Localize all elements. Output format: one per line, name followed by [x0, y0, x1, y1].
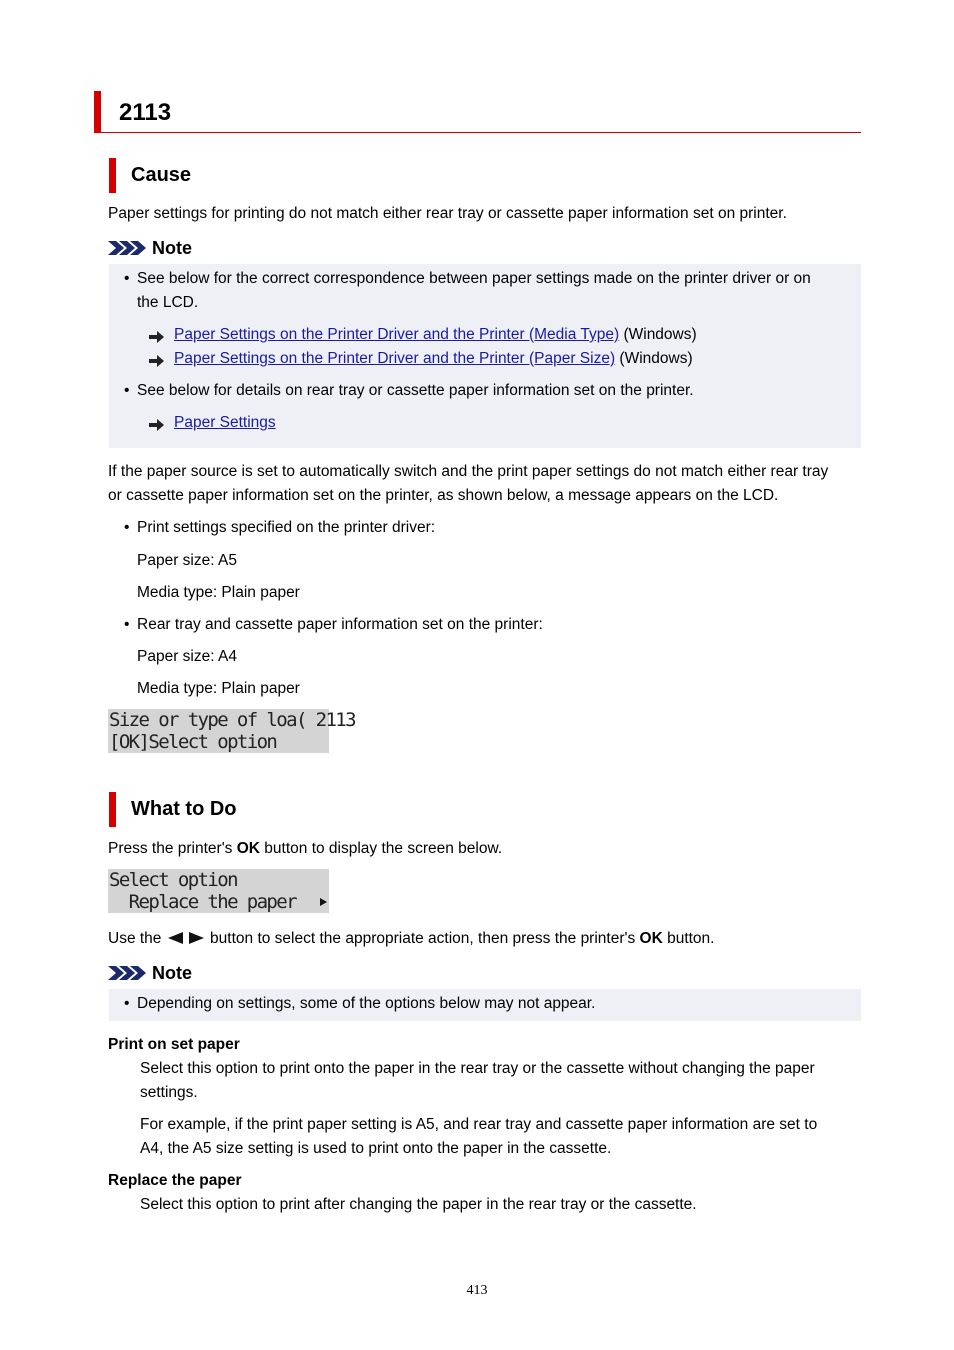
- link-arrow-icon: [149, 330, 165, 348]
- link-paper-size-suffix: (Windows): [619, 350, 693, 367]
- bullet-dot: •: [124, 519, 130, 536]
- page-number: 413: [466, 1283, 488, 1298]
- driver-media-type: Media type: Plain paper: [137, 584, 300, 601]
- note-arrows-icon: [108, 964, 148, 982]
- note-box: [109, 989, 861, 1021]
- title-accent-bar: [94, 91, 101, 133]
- note-arrows-icon: [108, 239, 148, 257]
- note-bullet-1-line-1: See below for the correct correspondence between paper settings made on the printer driver or on: [137, 270, 811, 287]
- cause-accent-bar: [109, 158, 116, 193]
- press-ok-text: Press the printer's OK button to display the screen below.: [108, 840, 503, 857]
- bullet-dot: •: [124, 616, 130, 633]
- what-to-do-accent-bar: [109, 792, 116, 827]
- option-replace-the-paper-term: Replace the paper: [108, 1172, 242, 1189]
- lcd-line-1: Size or type of loa( 2113: [109, 709, 355, 731]
- option-print-on-set-paper-term: Print on set paper: [108, 1036, 240, 1053]
- cause-heading: Cause: [131, 164, 192, 186]
- bullet-dot: •: [124, 382, 130, 399]
- link-media-type-row: [174, 325, 697, 345]
- link-paper-settings-row: [174, 413, 276, 433]
- option-1-desc-line-1: Select this option to print onto the paper in the rear tray or the cassette without changing the paper: [140, 1060, 815, 1077]
- option-2-desc: Select this option to print after changing the paper in the rear tray or the cassette.: [140, 1196, 697, 1213]
- cause-text: Paper settings for printing do not match either rear tray or cassette paper information set on printer.: [108, 205, 787, 222]
- printer-settings-bullet: Rear tray and cassette paper information set on the printer:: [137, 616, 543, 633]
- driver-settings-bullet: Print settings specified on the printer driver:: [137, 519, 436, 536]
- what-to-do-heading: What to Do: [131, 798, 237, 820]
- page-title: 2113: [119, 99, 172, 126]
- paragraph-line-1: If the paper source is set to automatically switch and the print paper settings do not match either rear tray: [108, 463, 829, 480]
- option-1-example-line-1: For example, if the print paper setting is A5, and rear tray and cassette paper information are set to: [140, 1116, 818, 1133]
- driver-paper-size: Paper size: A5: [137, 552, 237, 569]
- note-header: [108, 962, 192, 984]
- printer-paper-size: Paper size: A4: [137, 648, 237, 665]
- option-1-desc-line-2: settings.: [140, 1084, 198, 1101]
- note-box: [109, 264, 861, 448]
- option-1-example-line-2: A4, the A5 size setting is used to print onto the paper in the cassette.: [140, 1140, 612, 1157]
- lcd-line-2: Replace the paper: [109, 891, 296, 913]
- link-paper-size[interactable]: Paper Settings on the Printer Driver and the Printer (Paper Size): [174, 350, 616, 367]
- lcd-right-arrow-icon: [320, 898, 327, 906]
- link-media-type-suffix: (Windows): [623, 326, 697, 343]
- paragraph-line-2: or cassette paper information set on the printer, as shown below, a message appears on the LCD.: [108, 487, 779, 504]
- lcd-select-option-screen: [108, 869, 329, 913]
- note-bullet-1-line-2: the LCD.: [137, 294, 199, 311]
- lcd-error-screen: [108, 709, 355, 753]
- left-right-arrow-icon: [166, 932, 206, 944]
- note-bullet-2: See below for details on rear tray or cassette paper information set on the printer.: [137, 382, 694, 399]
- link-paper-size-row: [174, 349, 693, 369]
- note-label: Note: [152, 238, 192, 258]
- printer-media-type: Media type: Plain paper: [137, 680, 300, 697]
- link-arrow-icon: [149, 354, 165, 372]
- lcd-line-2: [OK]Select option: [109, 731, 277, 753]
- title-rule: [101, 132, 861, 133]
- lcd-line-1: Select option: [109, 869, 237, 891]
- bullet-dot: •: [124, 995, 130, 1012]
- note-label: Note: [152, 963, 192, 983]
- link-arrow-icon: [149, 418, 165, 436]
- note-bullet: Depending on settings, some of the options below may not appear.: [137, 995, 596, 1012]
- use-arrows-text: Use the button to select the appropriate action, then press the printer's OK button.: [108, 930, 715, 947]
- link-media-type[interactable]: Paper Settings on the Printer Driver and the Printer (Media Type): [174, 326, 620, 343]
- link-paper-settings[interactable]: Paper Settings: [174, 414, 276, 431]
- note-header: [108, 237, 192, 259]
- bullet-dot: •: [124, 270, 130, 287]
